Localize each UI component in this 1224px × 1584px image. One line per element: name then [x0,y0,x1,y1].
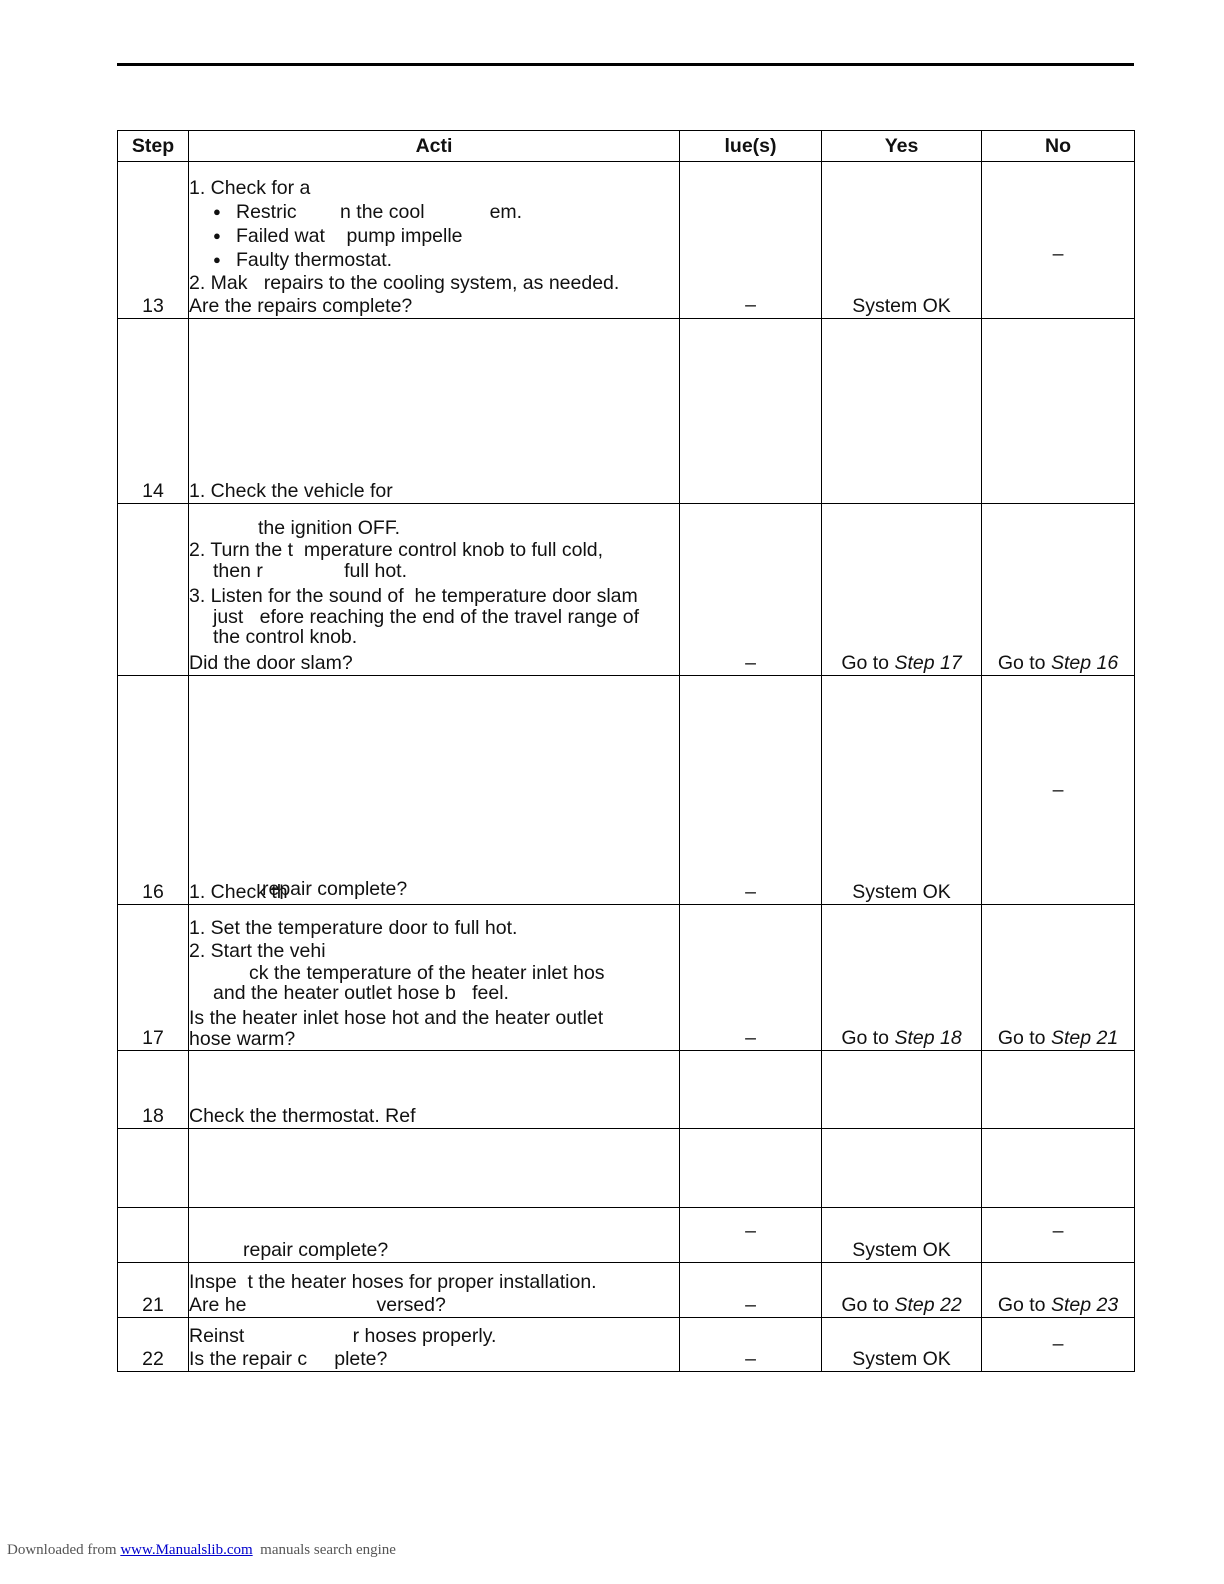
table-header-row [118,131,1135,162]
step-number: 17 [118,905,189,1051]
table-row [118,676,1135,905]
no-cell [982,1263,1135,1318]
question: repair complete? [262,878,408,900]
step-number [118,1208,189,1263]
goto-step-link[interactable]: Step 22 [894,1294,962,1316]
question: Are the repairs complete? [189,295,413,317]
action-line: 3. Listen for the sound of he temperature door slam [189,585,638,607]
action-cell [189,1051,680,1129]
action-cell [189,504,680,676]
step-number: 18 [118,1051,189,1129]
goto-prefix: Go to [997,1027,1051,1049]
no-cell: – [982,676,1135,905]
action-cell [189,162,680,319]
goto-step-link[interactable]: Step 23 [1050,1294,1119,1316]
action-line: ck the temperature of the heater inlet hos [249,962,605,984]
table-row [118,1263,1135,1318]
top-rule [117,63,1134,66]
action-line: and the heater outlet hose b feel. [213,982,509,1004]
no-cell [982,319,1135,504]
yes-cell [822,1263,982,1318]
value-cell [680,319,822,504]
yes-cell [822,1129,982,1208]
table-row [118,1318,1135,1372]
question: Are he versed? [189,1294,446,1316]
table-row [118,162,1135,319]
action-line: the control knob. [213,626,358,648]
value-cell: – [680,676,822,905]
question: hose warm? [189,1028,296,1050]
no-cell [982,504,1135,676]
bullet-item: ● Failed wat pump impelle [189,224,679,248]
no-cell [982,1051,1135,1129]
action-line: 1. Check the vehicle for [189,480,393,502]
yes-cell: System OK [822,1318,982,1372]
action-line: 1. Check for a [189,177,311,199]
header-values: lue(s) [680,131,822,162]
manualslib-link[interactable]: www.Manualslib.com [120,1542,253,1558]
question: Did the door slam? [189,652,353,674]
goto-step-link[interactable]: Step 18 [894,1027,962,1049]
goto-prefix: Go to [841,652,895,674]
action-line: 1. Check th [189,881,288,903]
action-line: Check the thermostat. Ref [189,1105,416,1127]
header-no: No [982,131,1135,162]
action-line: Reinst r hoses properly. [189,1325,497,1347]
no-cell: – [982,1318,1135,1372]
no-cell: – [982,162,1135,319]
action-cell [189,1129,680,1208]
action-line: 1. Set the temperature door to full hot. [189,917,518,939]
value-cell [680,1129,822,1208]
goto-prefix: Go to [997,1294,1051,1316]
goto-prefix: Go to [841,1294,895,1316]
table-row [118,319,1135,504]
step-number: 21 [118,1263,189,1318]
no-cell [982,905,1135,1051]
step-number [118,504,189,676]
value-cell: – [680,905,822,1051]
step-number: 22 [118,1318,189,1372]
action-line: the ignition OFF. [258,517,400,539]
step-number: 14 [118,319,189,504]
yes-cell [822,1051,982,1129]
action-line: just efore reaching the end of the travel range of [213,606,640,628]
action-line: 2. Start the vehi [189,940,326,962]
action-cell [189,319,680,504]
yes-cell: System OK [822,1208,982,1263]
question: Is the heater inlet hose hot and the heater outlet [189,1007,604,1029]
step-number: 16 [118,676,189,905]
goto-prefix: Go to [841,1027,895,1049]
value-cell [680,1051,822,1129]
yes-cell: System OK [822,162,982,319]
table-row [118,905,1135,1051]
goto-step-link[interactable]: Step 16 [1050,652,1119,674]
yes-cell [822,504,982,676]
action-line: 2. Turn the t mperature control knob to full cold, [189,539,604,561]
value-cell: – [680,504,822,676]
action-line: then r full hot. [213,560,408,582]
action-cell [189,905,680,1051]
question: Is the repair c plete? [189,1348,388,1370]
yes-cell [822,319,982,504]
value-cell: – [680,1208,822,1263]
action-cell [189,1263,680,1318]
question: repair complete? [243,1239,389,1261]
action-cell [189,1208,680,1263]
goto-step-link[interactable]: Step 17 [894,652,962,674]
header-action: Acti [189,131,680,162]
diagnostic-table [117,130,1135,1372]
bullet-item: ● Faulty thermostat. [189,248,679,272]
bullet-item: ● Restric n the cool em. [189,200,679,224]
action-line: Inspe t the heater hoses for proper installation. [189,1271,597,1293]
action-cell [189,676,680,905]
action-cell [189,1318,680,1372]
yes-cell: System OK [822,676,982,905]
header-step: Step [118,131,189,162]
no-cell: – [982,1208,1135,1263]
goto-prefix: Go to [997,652,1051,674]
footer-suffix: manuals search engine [252,1542,396,1558]
goto-step-link[interactable]: Step 21 [1050,1027,1119,1049]
step-number [118,1129,189,1208]
table-row [118,1129,1135,1208]
no-cell [982,1129,1135,1208]
step-number: 13 [118,162,189,319]
value-cell: – [680,1318,822,1372]
footer-prefix: Downloaded from [7,1542,121,1558]
yes-cell [822,905,982,1051]
table-row [118,504,1135,676]
table-row [118,1208,1135,1263]
header-yes: Yes [822,131,982,162]
value-cell: – [680,1263,822,1318]
action-line: 2. Mak repairs to the cooling system, as needed. [189,272,620,294]
footer [7,1542,396,1559]
value-cell: – [680,162,822,319]
table-row [118,1051,1135,1129]
